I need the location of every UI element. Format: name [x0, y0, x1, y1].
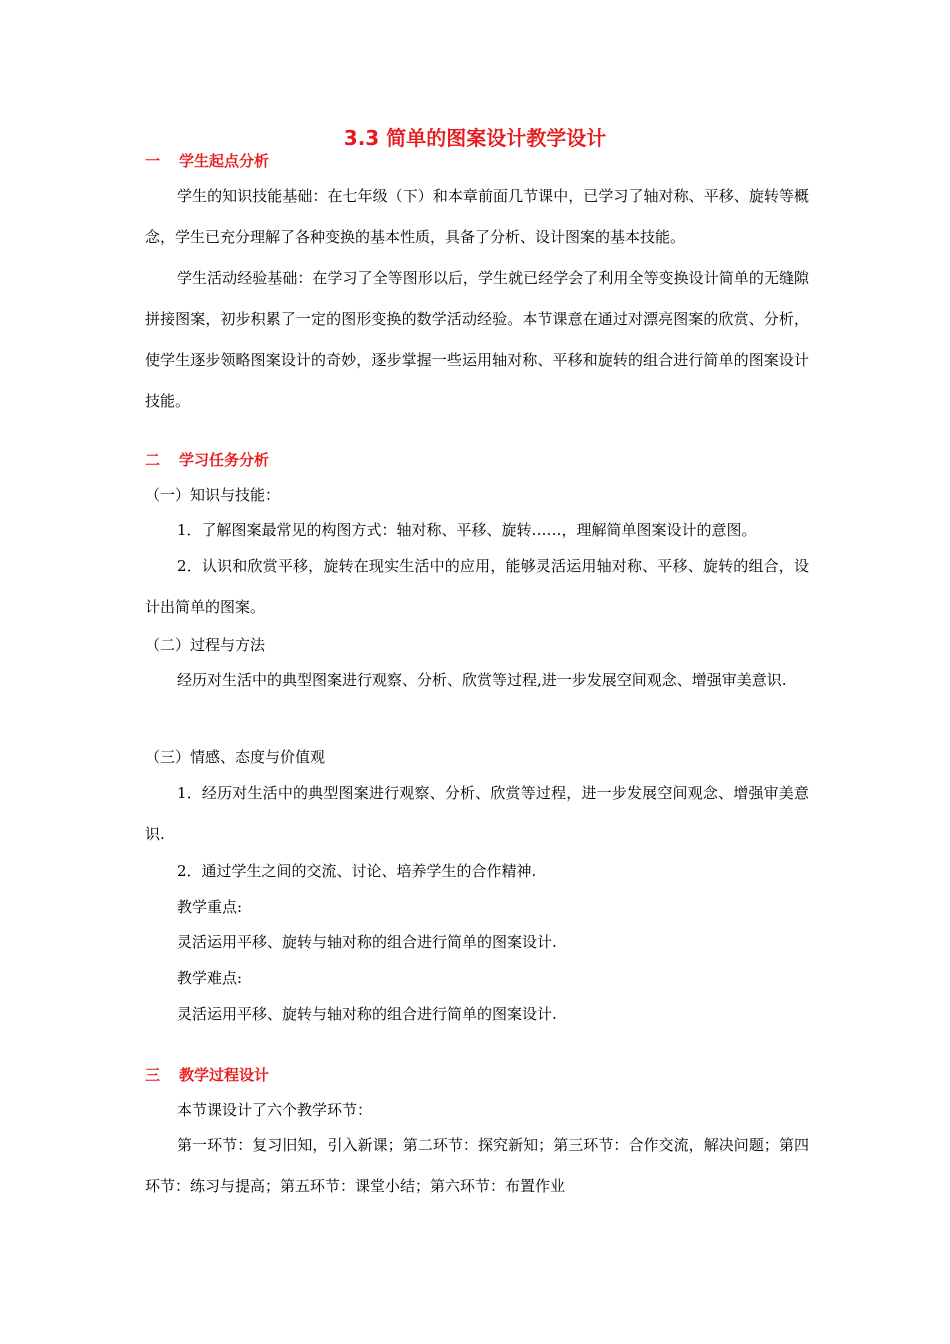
document-title: 3.3 简单的图案设计教学设计 — [343, 126, 607, 150]
subheading: （二）过程与方法 — [145, 636, 266, 654]
paragraph: 本节课设计了六个教学环节： — [177, 1101, 373, 1119]
difficulty-label: 教学难点: — [177, 969, 243, 987]
difficulty-text: 灵活运用平移、旋转与轴对称的组合进行简单的图案设计. — [177, 1005, 557, 1023]
section-number: 一 — [145, 152, 161, 170]
list-item: 1．了解图案最常见的构图方式：轴对称、平移、旋转……，理解简单图案设计的意图。 — [177, 521, 757, 539]
section-heading-1 — [145, 150, 269, 172]
section-heading-text: 学习任务分析 — [179, 451, 270, 469]
section-number: 三 — [145, 1066, 161, 1084]
paragraph: 经历对生活中的典型图案进行观察、分析、欣赏等过程,进一步发展空间观念、增强审美意识. — [177, 671, 787, 689]
section-heading-text: 教学过程设计 — [179, 1066, 270, 1084]
list-item: 1．经历对生活中的典型图案进行观察、分析、欣赏等过程，进一步发展空间观念、增强审美意识. — [145, 784, 809, 843]
subheading: （三）情感、态度与价值观 — [145, 748, 326, 766]
section-heading-text: 学生起点分析 — [179, 152, 270, 170]
list-item: 2．通过学生之间的交流、讨论、培养学生的合作精神. — [177, 862, 537, 880]
list-item: 2．认识和欣赏平移，旋转在现实生活中的应用，能够灵活运用轴对称、平移、旋转的组合，设计出简单的图案。 — [145, 557, 809, 616]
paragraph: 第一环节：复习旧知，引入新课；第二环节：探究新知；第三环节：合作交流，解决问题；第四环节：练习与提高；第五环节：课堂小结；第六环节：布置作业 — [145, 1136, 809, 1195]
paragraph: 学生活动经验基础：在学习了全等图形以后，学生就已经学会了利用全等变换设计简单的无缝隙拼接图案，初步积累了一定的图形变换的数学活动经验。本节课意在通过对漂亮图案的欣赏、分析，使学生逐步领略图案设计的奇妙，逐步掌握一些运用轴对称、平移和旋转的组合进行简单的图案设计技能。 — [145, 269, 809, 410]
key-point-text: 灵活运用平移、旋转与轴对称的组合进行简单的图案设计. — [177, 933, 557, 951]
key-point-label: 教学重点: — [177, 898, 243, 916]
paragraph: 学生的知识技能基础：在七年级（下）和本章前面几节课中，已学习了轴对称、平移、旋转等概念，学生已充分理解了各种变换的基本性质，具备了分析、设计图案的基本技能。 — [145, 187, 809, 246]
subheading: （一）知识与技能： — [145, 486, 281, 504]
section-heading-3 — [145, 1064, 269, 1086]
section-number: 二 — [145, 451, 161, 469]
section-heading-2 — [145, 449, 269, 471]
